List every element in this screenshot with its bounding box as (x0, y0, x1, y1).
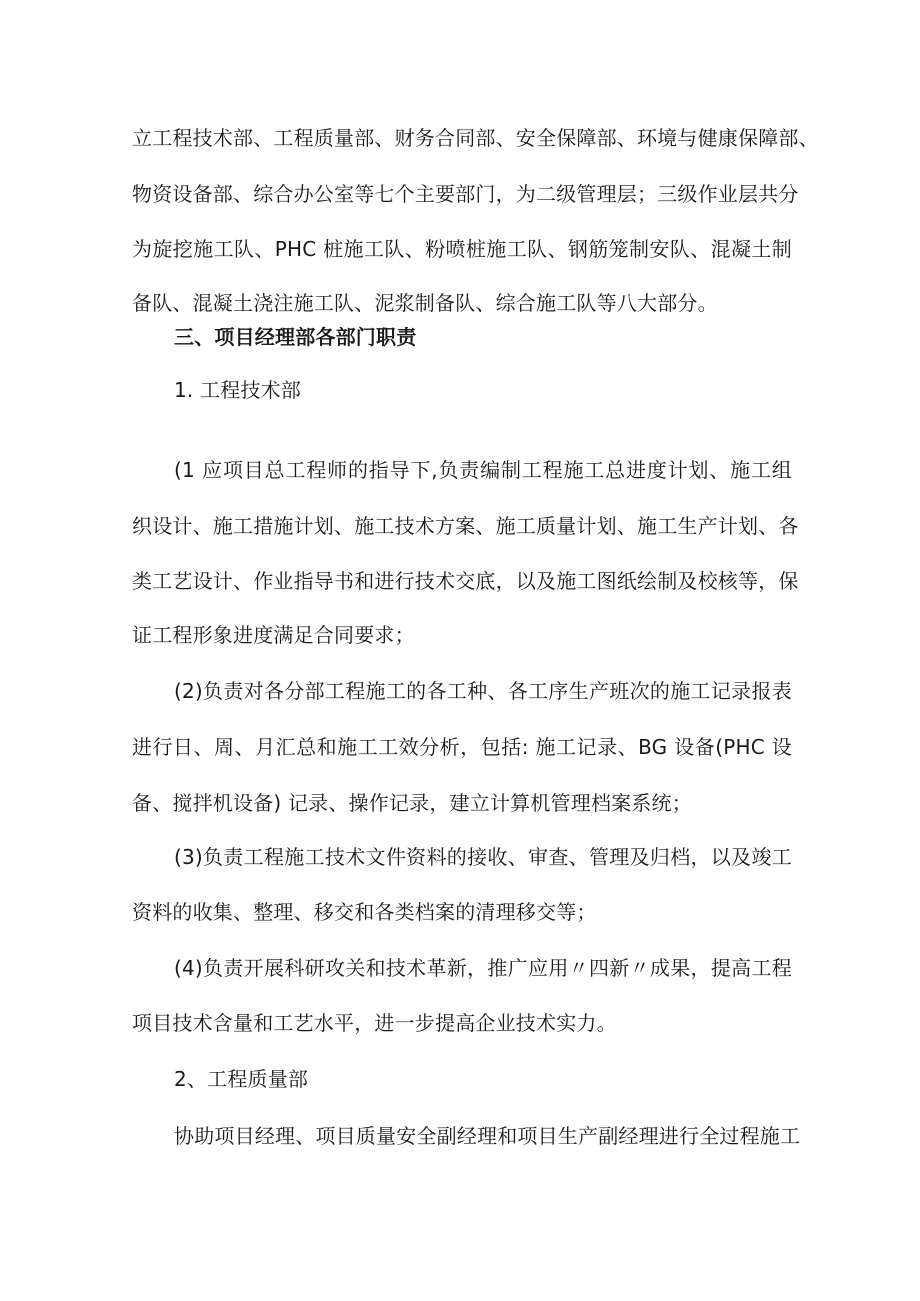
paragraph-line: 备队、混凝土浇注施工队、泥浆制备队、综合施工队等八大部分。 (132, 291, 718, 315)
item-line: 织设计、施工措施计划、施工技术方案、施工质量计划、施工生产计划、各 (132, 514, 799, 538)
subsection-heading: 1. 工程技术部 (174, 378, 302, 402)
item-line: 类工艺设计、作业指导书和进行技术交底，以及施工图纸绘制及校核等，保 (132, 569, 799, 593)
item-line: 资料的收集、整理、移交和各类档案的清理移交等； (132, 900, 597, 924)
item-line: (1 应项目总工程师的指导下,负责编制工程施工总进度计划、施工组 (174, 458, 792, 482)
item-line: 备、搅拌机设备) 记录、操作记录，建立计算机管理档案系统； (132, 791, 692, 815)
paragraph-line: 协助项目经理、项目质量安全副经理和项目生产副经理进行全过程施工 (174, 1124, 801, 1148)
section-heading: 三、项目经理部各部门职责 (174, 325, 417, 349)
item-line: 项目技术含量和工艺水平，进一步提高企业技术实力。 (132, 1011, 617, 1035)
item-line: 证工程形象进度满足合同要求； (132, 623, 415, 647)
paragraph-line: 为旋挖施工队、PHC 桩施工队、粉喷桩施工队、钢筋笼制安队、混凝土制 (132, 237, 792, 261)
item-line: (2)负责对各分部工程施工的各工种、各工序生产班次的施工记录报表 (174, 679, 792, 703)
item-line: (3)负责工程施工技术文件资料的接收、审查、管理及归档，以及竣工 (174, 845, 792, 869)
item-line: 进行日、周、月汇总和施工工效分析，包括: 施工记录、BG 设备(PHC 设 (132, 735, 792, 759)
paragraph-line: 立工程技术部、工程质量部、财务合同部、安全保障部、环境与健康保障部、 (132, 126, 819, 150)
subsection-heading: 2、工程质量部 (174, 1067, 309, 1091)
item-line: (4)负责开展科研攻关和技术革新，推广应用〃四新〃成果，提高工程 (174, 956, 792, 980)
paragraph-line: 物资设备部、综合办公室等七个主要部门，为二级管理层；三级作业层共分 (132, 182, 799, 206)
